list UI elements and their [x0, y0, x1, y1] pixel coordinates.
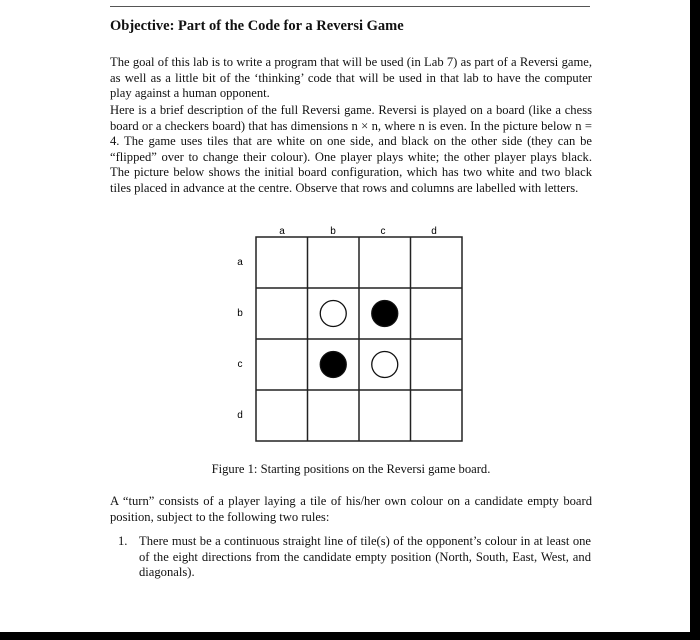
- turn-paragraph: A “turn” consists of a player laying a tile of his/her own colour on a candidate empty board position, subject to the following two rules:: [110, 494, 592, 524]
- reversi-board-figure: [225, 222, 475, 452]
- row-label: d: [237, 410, 243, 421]
- row-label: a: [237, 257, 243, 268]
- column-label: a: [279, 226, 285, 237]
- bottom-edge: [0, 632, 700, 640]
- row-label: b: [237, 308, 243, 319]
- black-tile: [320, 352, 346, 378]
- rule-number: 1.: [118, 534, 128, 548]
- figure-caption: Figure 1: Starting positions on the Reversi game board.: [211, 462, 491, 476]
- column-label: b: [330, 226, 336, 237]
- white-tile: [372, 352, 398, 378]
- row-label: c: [237, 359, 243, 370]
- white-tile: [320, 301, 346, 327]
- intro-paragraph: The goal of this lab is to write a program that will be used (in Lab 7) as part of a Reversi game, as well as a little bit of the ‘thinking’ code that will be used in that lab to have the computer play against a human opponent.: [110, 55, 592, 100]
- right-edge: [690, 0, 700, 640]
- board-grid: [256, 237, 462, 441]
- top-rule: [110, 6, 590, 7]
- column-label: c: [380, 226, 386, 237]
- black-tile: [372, 301, 398, 327]
- page-title: Objective: Part of the Code for a Reversi Game: [110, 18, 404, 34]
- description-paragraph: Here is a brief description of the full Reversi game. Reversi is played on a board (like a chess board or a checkers board) that has dimensions n × n, where n is even. In the picture below n = 4. The game uses tiles that are white on one side, and black on the other side (they can be “flipped” over to change their colour). One player plays white; the other player plays black. The picture below shows the initial board configuration, which has two white and two black tiles placed in advance at the centre. Observe that rows and columns are labelled with letters.: [110, 103, 592, 195]
- column-label: d: [431, 226, 437, 237]
- rule-text: There must be a continuous straight line of tile(s) of the opponent’s colour in at least one of the eight directions from the candidate empty position (North, South, East, West, and diagonals).: [139, 534, 591, 579]
